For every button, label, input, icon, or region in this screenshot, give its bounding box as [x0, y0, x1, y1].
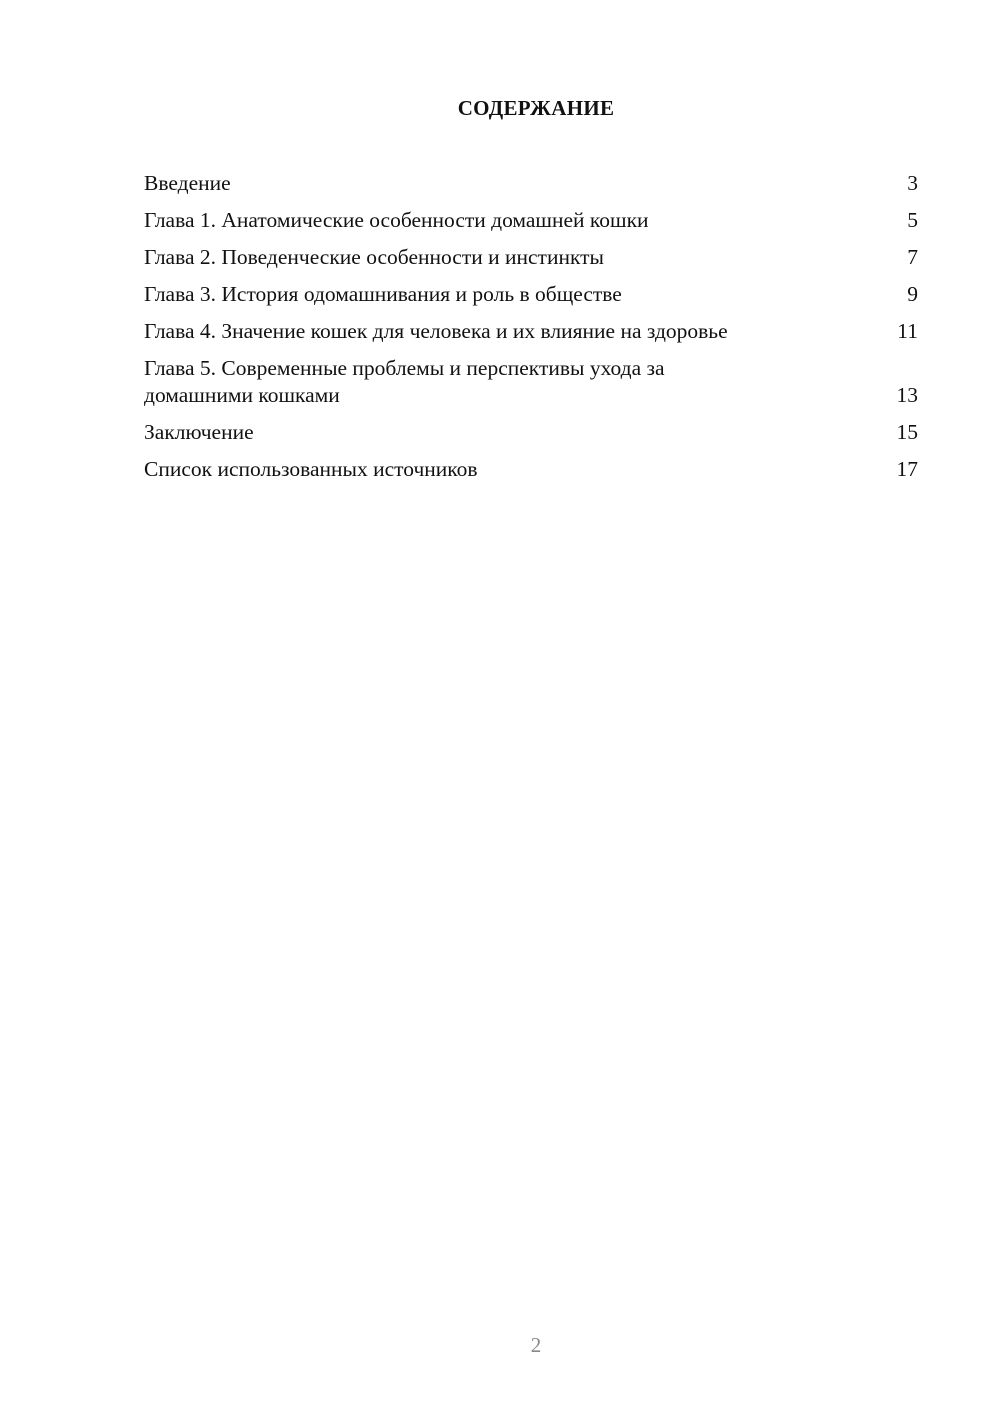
toc-entry-label: Введение: [144, 171, 231, 195]
toc-entry-chapter-3: [144, 281, 918, 308]
toc-entry-label: Глава 5. Современные проблемы и перспективы ухода за домашними кошками: [144, 356, 665, 407]
toc-entry-label: Глава 1. Анатомические особенности домашней кошки: [144, 208, 649, 232]
toc-entry-chapter-4: [144, 318, 918, 345]
toc-entry-page: 3: [907, 171, 918, 195]
toc-entry-label: Список использованных источников: [144, 457, 478, 481]
toc-entry-introduction: [144, 170, 918, 197]
toc-entry-chapter-2: [144, 244, 918, 271]
toc-entry-label: Заключение: [144, 420, 254, 444]
toc-entry-label: Глава 2. Поведенческие особенности и инстинкты: [144, 245, 604, 269]
toc-entry-page: 9: [907, 282, 918, 306]
toc-entry-page: 5: [907, 208, 918, 232]
toc-entry-page: 15: [896, 420, 918, 444]
toc-entry-chapter-1: [144, 207, 918, 234]
toc-entry-references: [144, 456, 918, 483]
page-title: СОДЕРЖАНИЕ: [457, 96, 615, 120]
table-of-contents: [144, 170, 918, 493]
toc-entry-page: 11: [897, 319, 918, 343]
toc-entry-conclusion: [144, 419, 918, 446]
toc-entry-chapter-5: [144, 355, 918, 409]
toc-entry-page: 7: [907, 245, 918, 269]
toc-entry-label: Глава 4. Значение кошек для человека и их влияние на здоровье: [144, 319, 728, 343]
toc-entry-page: 13: [896, 383, 918, 407]
toc-entry-label: Глава 3. История одомашнивания и роль в обществе: [144, 282, 622, 306]
toc-entry-page: 17: [896, 457, 918, 481]
page-number: 2: [530, 1333, 542, 1357]
